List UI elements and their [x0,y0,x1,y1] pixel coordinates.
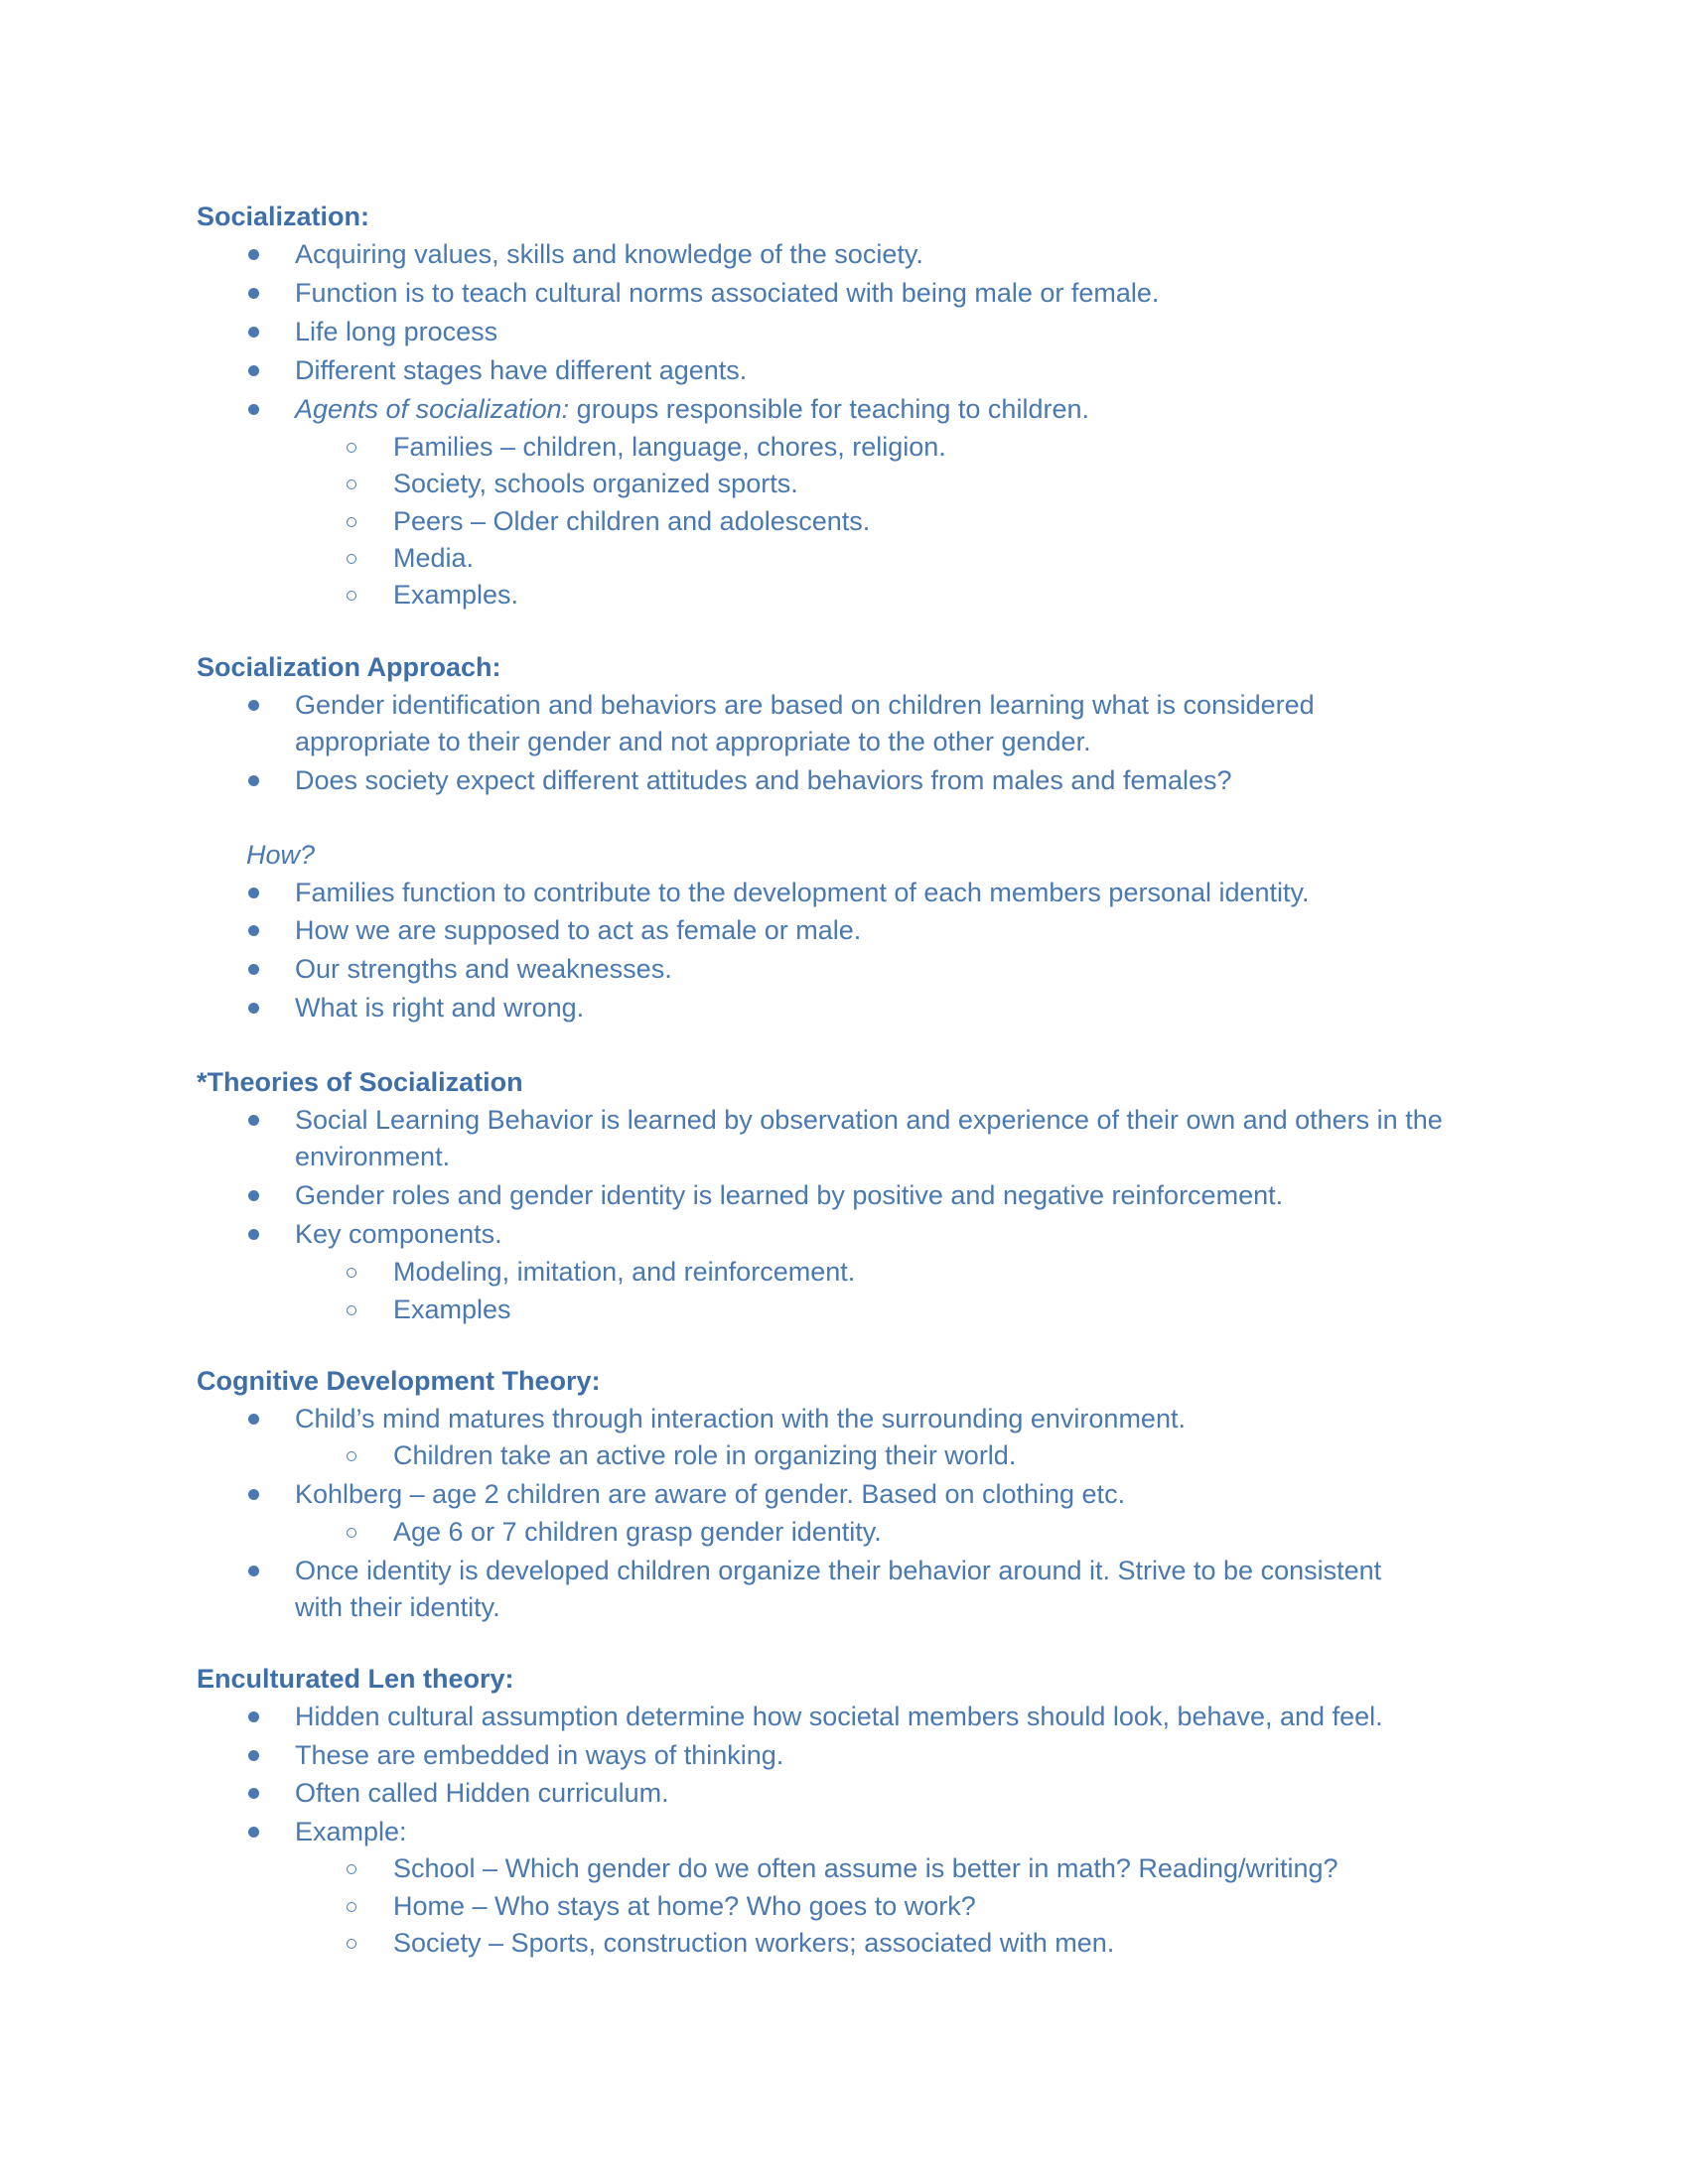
sub-list-item: Children take an active role in organizing their world. [393,1440,1017,1470]
sub-list-item: Home – Who stays at home? Who goes to work? [393,1891,976,1921]
bullet-icon [248,775,259,786]
bullet-icon [248,249,259,260]
list-item: Example: [295,1817,407,1846]
sub-bullet-icon [347,1864,356,1874]
sub-bullet-icon [347,1305,356,1315]
heading-socialization-approach: Socialization Approach: [197,652,501,682]
how-label: How? [246,840,316,870]
sub-list-item: Media. [393,543,475,573]
bullet-icon [248,887,259,898]
list-item: Often called Hidden curriculum. [295,1778,669,1808]
sub-list-item: Families – children, language, chores, religion. [393,432,946,462]
list-item: Child’s mind matures through interaction with the surrounding environment. [295,1404,1186,1433]
list-item: Once identity is developed children organize their behavior around it. Strive to be consistent [295,1556,1382,1585]
list-item: Gender roles and gender identity is learned by positive and negative reinforcement. [295,1180,1284,1210]
bullet-icon [248,964,259,975]
list-item: Kohlberg – age 2 children are aware of gender. Based on clothing etc. [295,1479,1126,1509]
bullet-icon [248,327,259,338]
sub-list-item: Examples [393,1295,511,1324]
bullet-icon [248,1190,259,1201]
bullet-icon [248,1750,259,1761]
heading-cognitive-development-theory: Cognitive Development Theory: [197,1366,601,1396]
heading-socialization: Socialization: [197,202,370,231]
bullet-icon [248,925,259,936]
sub-list-item: Examples. [393,580,519,610]
list-item-agents [295,390,1089,428]
bullet-icon [248,1827,259,1838]
sub-bullet-icon [347,1451,356,1461]
sub-bullet-icon [347,554,356,564]
list-item: Different stages have different agents. [295,355,748,385]
sub-bullet-icon [347,591,356,601]
sub-list-item: Peers – Older children and adolescents. [393,506,871,536]
list-item: Key components. [295,1219,502,1249]
list-item: Gender identification and behaviors are based on children learning what is considered [295,690,1315,720]
heading-enculturated-len-theory: Enculturated Len theory: [197,1664,514,1694]
bullet-icon [248,1414,259,1425]
bullet-icon [248,1115,259,1126]
list-item: What is right and wrong. [295,993,585,1023]
list-item-continuation: with their identity. [295,1592,500,1622]
sub-bullet-icon [347,1528,356,1538]
list-item: Social Learning Behavior is learned by observation and experience of their own and others in the [295,1105,1443,1135]
bullet-icon [248,404,259,415]
list-item: Hidden cultural assumption determine how societal members should look, behave, and feel. [295,1702,1383,1731]
sub-bullet-icon [347,517,356,527]
list-item: How we are supposed to act as female or male. [295,915,862,945]
sub-list-item: Society, schools organized sports. [393,469,798,498]
heading-theories-of-socialization: *Theories of Socialization [197,1067,523,1097]
list-item: Our strengths and weaknesses. [295,954,672,984]
bullet-icon [248,1788,259,1799]
bullet-icon [248,365,259,376]
bullet-icon [248,1711,259,1722]
sub-bullet-icon [347,1902,356,1912]
bullet-icon [248,1566,259,1576]
agents-label: Agents of socialization: [295,394,570,424]
bullet-icon [248,1003,259,1014]
list-item: Families function to contribute to the development of each members personal identity. [295,878,1310,907]
sub-bullet-icon [347,1939,356,1949]
list-item: Acquiring values, skills and knowledge of the society. [295,239,923,269]
list-item: Does society expect different attitudes and behaviors from males and females? [295,765,1232,795]
list-item: Function is to teach cultural norms associated with being male or female. [295,278,1160,308]
list-item-continuation: environment. [295,1142,451,1171]
list-item-continuation: appropriate to their gender and not appropriate to the other gender. [295,727,1091,756]
sub-bullet-icon [347,1268,356,1278]
bullet-icon [248,1489,259,1500]
bullet-icon [248,1229,259,1240]
agents-text: groups responsible for teaching to children. [569,394,1089,424]
sub-list-item: Age 6 or 7 children grasp gender identity. [393,1517,882,1547]
sub-list-item: Society – Sports, construction workers; associated with men. [393,1928,1115,1958]
bullet-icon [248,700,259,711]
sub-bullet-icon [347,443,356,453]
bullet-icon [248,288,259,299]
sub-list-item: School – Which gender do we often assume is better in math? Reading/writing? [393,1853,1338,1883]
sub-bullet-icon [347,479,356,489]
sub-list-item: Modeling, imitation, and reinforcement. [393,1257,856,1287]
list-item: Life long process [295,317,498,346]
list-item: These are embedded in ways of thinking. [295,1740,784,1770]
